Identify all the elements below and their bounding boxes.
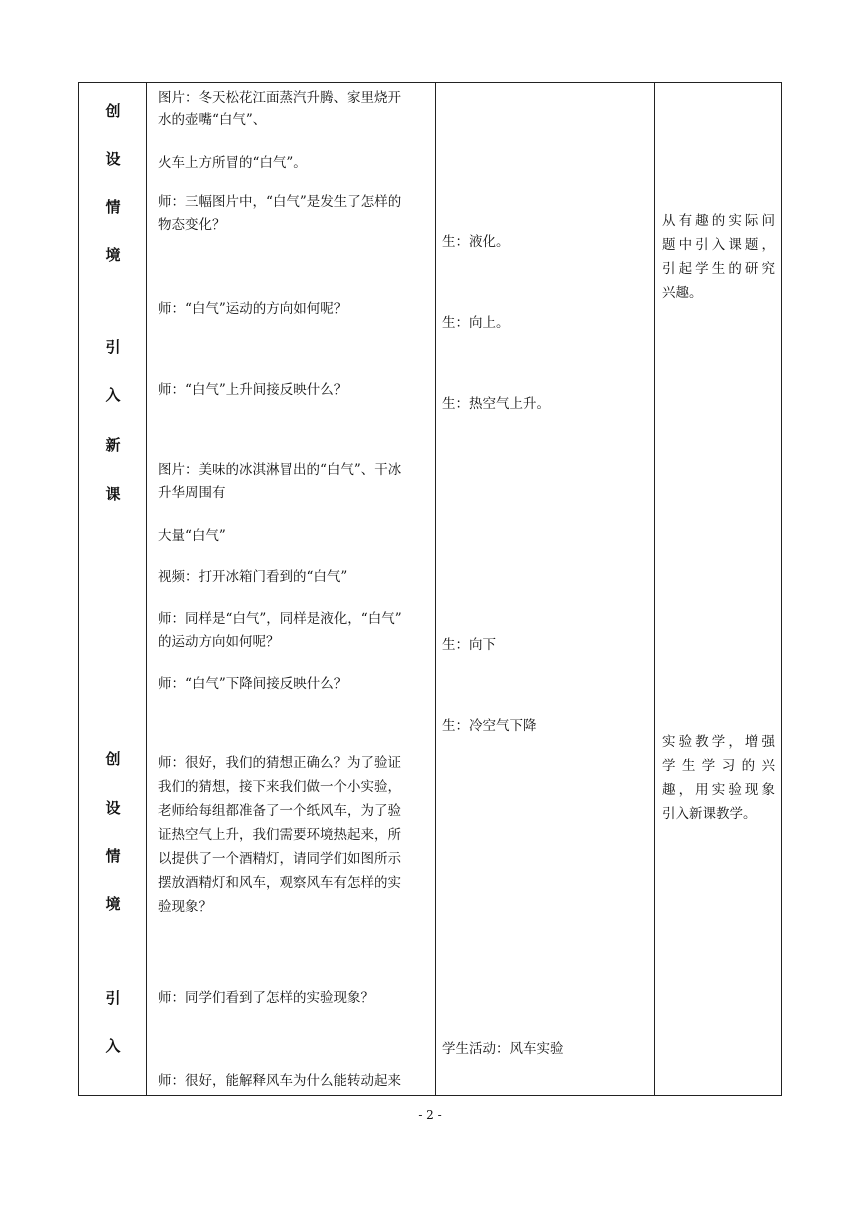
section-char: 境	[105, 895, 121, 913]
intent-text: 引入新课教学。	[662, 806, 757, 822]
intent-text: 实验教学，增强	[662, 734, 775, 750]
teacher-text: 证热空气上升，我们需要环境热起来，所	[158, 827, 401, 843]
teacher-text: 图片：冬天松花江面蒸汽升腾、家里烧开	[158, 90, 401, 106]
intent-text: 引起学生的研究	[662, 261, 775, 277]
teacher-text: 师：“白气”下降间接反映什么？	[158, 676, 348, 692]
teacher-text: 师：“白气”上升间接反映什么？	[158, 382, 348, 398]
section-char: 创	[105, 102, 121, 120]
section-char: 设	[105, 150, 121, 168]
intent-text: 兴趣。	[662, 285, 703, 301]
intent-text: 学生学习的兴	[662, 758, 775, 774]
intent-text: 从有趣的实际问	[662, 213, 775, 229]
student-text: 生：冷空气下降	[442, 718, 537, 734]
student-text: 生：向上。	[442, 315, 510, 331]
teacher-text: 的运动方向如何呢？	[158, 634, 280, 650]
teacher-text: 老师给每组都准备了一个纸风车，为了验	[158, 803, 401, 819]
teacher-text: 升华周围有	[158, 485, 226, 501]
intent-text: 题中引入课题，	[662, 237, 775, 253]
teacher-text: 师：同学们看到了怎样的实验现象？	[158, 990, 374, 1006]
student-text: 学生活动：风车实验	[442, 1041, 564, 1057]
section-char: 情	[105, 198, 121, 216]
teacher-text: 摆放酒精灯和风车，观察风车有怎样的实	[158, 875, 401, 891]
section-char: 入	[105, 386, 121, 404]
teacher-text: 视频：打开冰箱门看到的“白气”	[158, 569, 348, 585]
teacher-text: 师：三幅图片中，“白气”是发生了怎样的	[158, 194, 402, 210]
teacher-text: 火车上方所冒的“白气”。	[158, 155, 307, 171]
student-text: 生：热空气上升。	[442, 396, 550, 412]
student-text: 生：液化。	[442, 234, 510, 250]
teacher-text: 图片：美味的冰淇淋冒出的“白气”、干冰	[158, 462, 402, 478]
section-char: 入	[105, 1037, 121, 1055]
teacher-text: 师：很好，能解释风车为什么能转动起来	[158, 1073, 401, 1089]
teacher-text: 验现象？	[158, 899, 212, 915]
section-char: 创	[105, 750, 121, 768]
section-char: 境	[105, 246, 121, 264]
teacher-text: 以提供了一个酒精灯，请同学们如图所示	[158, 851, 401, 867]
page-number: - 2 -	[418, 1108, 442, 1122]
teacher-text: 师：“白气”运动的方向如何呢？	[158, 301, 348, 317]
teacher-text: 师：同样是“白气”，同样是液化，“白气”	[158, 611, 402, 627]
section-char: 引	[105, 989, 121, 1007]
teacher-text: 师：很好，我们的猜想正确么？为了验证	[158, 755, 401, 771]
section-char: 新	[105, 436, 121, 454]
section-char: 情	[105, 847, 121, 865]
teacher-text: 大量“白气”	[158, 528, 226, 544]
column-divider	[146, 83, 147, 1095]
column-divider	[654, 83, 655, 1095]
section-char: 引	[105, 338, 121, 356]
lesson-table	[78, 82, 782, 1096]
section-char: 设	[105, 799, 121, 817]
student-text: 生：向下	[442, 637, 496, 653]
column-divider	[435, 83, 436, 1095]
teacher-text: 物态变化？	[158, 217, 226, 233]
teacher-text: 水的壶嘴“白气”、	[158, 112, 267, 128]
section-char: 课	[105, 485, 121, 503]
teacher-text: 我们的猜想，接下来我们做一个小实验，	[158, 779, 401, 795]
intent-text: 趣，用实验现象	[662, 782, 775, 798]
